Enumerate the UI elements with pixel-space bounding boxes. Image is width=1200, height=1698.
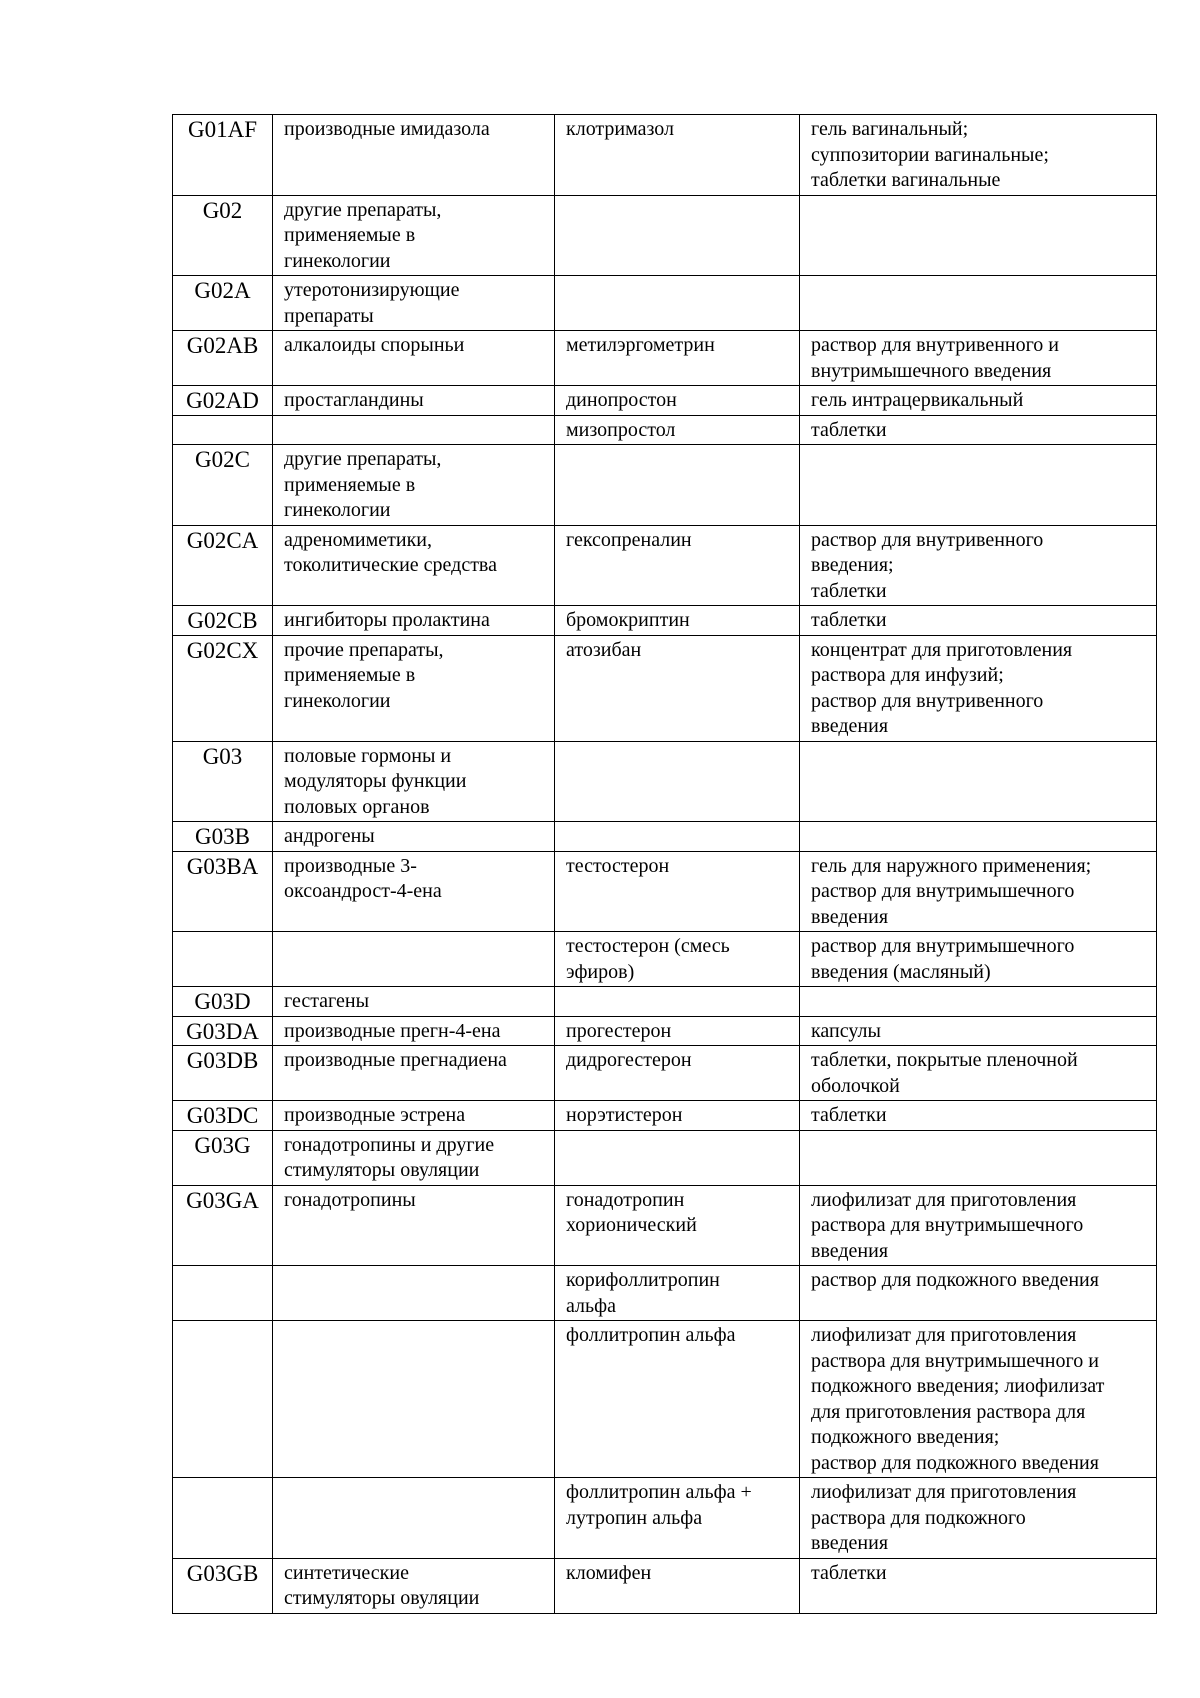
table-row	[173, 1321, 1157, 1478]
drug-name-cell	[555, 987, 800, 1017]
table-row	[173, 822, 1157, 852]
drug-name-cell: фоллитропин альфа	[555, 1321, 800, 1478]
atc-code-cell: G02CX	[173, 635, 273, 741]
dosage-form-cell	[800, 195, 1157, 276]
dosage-form-cell: раствор для внутримышечного введения (масляный)	[800, 932, 1157, 987]
dosage-form-cell	[800, 987, 1157, 1017]
dosage-form-cell: гель для наружного применения; раствор для внутримышечного введения	[800, 851, 1157, 932]
drug-name-cell: норэтистерон	[555, 1101, 800, 1131]
table-row	[173, 1478, 1157, 1559]
anatomical-therapeutic-group-cell: половые гормоны и модуляторы функции половых органов	[273, 741, 555, 822]
atc-code-cell	[173, 1266, 273, 1321]
table-row	[173, 1101, 1157, 1131]
dosage-form-cell	[800, 822, 1157, 852]
table-row	[173, 525, 1157, 606]
dosage-form-cell: гель вагинальный; суппозитории вагинальные; таблетки вагинальные	[800, 115, 1157, 196]
anatomical-therapeutic-group-cell: другие препараты, применяемые в гинекологии	[273, 445, 555, 526]
dosage-form-cell: таблетки	[800, 606, 1157, 636]
drug-name-cell: корифоллитропин альфа	[555, 1266, 800, 1321]
anatomical-therapeutic-group-cell: адреномиметики, токолитические средства	[273, 525, 555, 606]
atc-code-cell: G01AF	[173, 115, 273, 196]
table-row	[173, 331, 1157, 386]
table-row	[173, 987, 1157, 1017]
table-row	[173, 1266, 1157, 1321]
table-row	[173, 932, 1157, 987]
table-row	[173, 386, 1157, 416]
drug-name-cell: бромокриптин	[555, 606, 800, 636]
table-body	[173, 115, 1157, 1614]
anatomical-therapeutic-group-cell: прочие препараты, применяемые в гинекологии	[273, 635, 555, 741]
anatomical-therapeutic-group-cell: производные имидазола	[273, 115, 555, 196]
atc-code-cell: G03G	[173, 1130, 273, 1185]
atc-code-cell: G02A	[173, 276, 273, 331]
atc-code-cell: G03DB	[173, 1046, 273, 1101]
dosage-form-cell: раствор для внутривенного введения; таблетки	[800, 525, 1157, 606]
atc-code-cell	[173, 1478, 273, 1559]
drug-name-cell	[555, 741, 800, 822]
anatomical-therapeutic-group-cell	[273, 1321, 555, 1478]
drug-name-cell	[555, 822, 800, 852]
table-row	[173, 445, 1157, 526]
drug-name-cell: атозибан	[555, 635, 800, 741]
drug-name-cell	[555, 1130, 800, 1185]
dosage-form-cell	[800, 1130, 1157, 1185]
table-row	[173, 1558, 1157, 1613]
anatomical-therapeutic-group-cell	[273, 415, 555, 445]
anatomical-therapeutic-group-cell: производные эстрена	[273, 1101, 555, 1131]
dosage-form-cell: капсулы	[800, 1016, 1157, 1046]
table-row	[173, 195, 1157, 276]
anatomical-therapeutic-group-cell: гонадотропины и другие стимуляторы овуляции	[273, 1130, 555, 1185]
atc-code-cell: G03GA	[173, 1185, 273, 1266]
anatomical-therapeutic-group-cell: алкалоиды спорыньи	[273, 331, 555, 386]
drug-name-cell	[555, 445, 800, 526]
table-row	[173, 1130, 1157, 1185]
dosage-form-cell	[800, 445, 1157, 526]
atc-code-cell: G03D	[173, 987, 273, 1017]
table-row	[173, 415, 1157, 445]
table-row	[173, 1185, 1157, 1266]
drug-name-cell: мизопростол	[555, 415, 800, 445]
dosage-form-cell: гель интрацервикальный	[800, 386, 1157, 416]
dosage-form-cell	[800, 276, 1157, 331]
dosage-form-cell: таблетки	[800, 1101, 1157, 1131]
anatomical-therapeutic-group-cell: гонадотропины	[273, 1185, 555, 1266]
anatomical-therapeutic-group-cell: андрогены	[273, 822, 555, 852]
anatomical-therapeutic-group-cell	[273, 1478, 555, 1559]
table-row	[173, 1016, 1157, 1046]
atc-code-cell	[173, 415, 273, 445]
anatomical-therapeutic-group-cell	[273, 1266, 555, 1321]
dosage-form-cell	[800, 741, 1157, 822]
anatomical-therapeutic-group-cell: утеротонизирующие препараты	[273, 276, 555, 331]
atc-code-cell	[173, 1321, 273, 1478]
dosage-form-cell: таблетки	[800, 415, 1157, 445]
table-row	[173, 276, 1157, 331]
atc-code-cell: G03GB	[173, 1558, 273, 1613]
atc-code-cell: G03DA	[173, 1016, 273, 1046]
table-row	[173, 1046, 1157, 1101]
anatomical-therapeutic-group-cell: производные 3- оксоандрост-4-ена	[273, 851, 555, 932]
anatomical-therapeutic-group-cell: производные прегнадиена	[273, 1046, 555, 1101]
dosage-form-cell: раствор для подкожного введения	[800, 1266, 1157, 1321]
table-row	[173, 851, 1157, 932]
drug-name-cell: кломифен	[555, 1558, 800, 1613]
atc-code-cell: G02AB	[173, 331, 273, 386]
table-row	[173, 606, 1157, 636]
dosage-form-cell: лиофилизат для приготовления раствора для внутримышечного и подкожного введения; лиофилизат для приготовления раствора для подкожного введения; раствор для подкожного введения	[800, 1321, 1157, 1478]
anatomical-therapeutic-group-cell: простагландины	[273, 386, 555, 416]
table-row	[173, 115, 1157, 196]
anatomical-therapeutic-group-cell: синтетические стимуляторы овуляции	[273, 1558, 555, 1613]
dosage-form-cell: раствор для внутривенного и внутримышечного введения	[800, 331, 1157, 386]
atc-code-cell: G02	[173, 195, 273, 276]
anatomical-therapeutic-group-cell: гестагены	[273, 987, 555, 1017]
atc-code-cell: G03DC	[173, 1101, 273, 1131]
dosage-form-cell: таблетки, покрытые пленочной оболочкой	[800, 1046, 1157, 1101]
table-row	[173, 741, 1157, 822]
atc-code-cell: G02AD	[173, 386, 273, 416]
anatomical-therapeutic-group-cell: производные прегн-4-ена	[273, 1016, 555, 1046]
atc-code-cell: G03B	[173, 822, 273, 852]
anatomical-therapeutic-group-cell	[273, 932, 555, 987]
atc-code-cell: G02C	[173, 445, 273, 526]
dosage-form-cell: концентрат для приготовления раствора для инфузий; раствор для внутривенного введения	[800, 635, 1157, 741]
drug-name-cell	[555, 276, 800, 331]
drug-name-cell: дидрогестерон	[555, 1046, 800, 1101]
drug-name-cell: гексопреналин	[555, 525, 800, 606]
drug-name-cell: прогестерон	[555, 1016, 800, 1046]
atc-code-cell: G02CA	[173, 525, 273, 606]
drug-name-cell: метилэргометрин	[555, 331, 800, 386]
medication-table	[172, 114, 1157, 1614]
drug-name-cell: тестостерон (смесь эфиров)	[555, 932, 800, 987]
table-row	[173, 635, 1157, 741]
drug-name-cell	[555, 195, 800, 276]
dosage-form-cell: таблетки	[800, 1558, 1157, 1613]
atc-code-cell: G03	[173, 741, 273, 822]
anatomical-therapeutic-group-cell: другие препараты, применяемые в гинекологии	[273, 195, 555, 276]
drug-name-cell: клотримазол	[555, 115, 800, 196]
atc-code-cell	[173, 932, 273, 987]
anatomical-therapeutic-group-cell: ингибиторы пролактина	[273, 606, 555, 636]
dosage-form-cell: лиофилизат для приготовления раствора для подкожного введения	[800, 1478, 1157, 1559]
dosage-form-cell: лиофилизат для приготовления раствора для внутримышечного введения	[800, 1185, 1157, 1266]
atc-code-cell: G03BA	[173, 851, 273, 932]
atc-code-cell: G02CB	[173, 606, 273, 636]
drug-name-cell: тестостерон	[555, 851, 800, 932]
drug-name-cell: фоллитропин альфа + лутропин альфа	[555, 1478, 800, 1559]
drug-name-cell: динопростон	[555, 386, 800, 416]
drug-name-cell: гонадотропин хорионический	[555, 1185, 800, 1266]
